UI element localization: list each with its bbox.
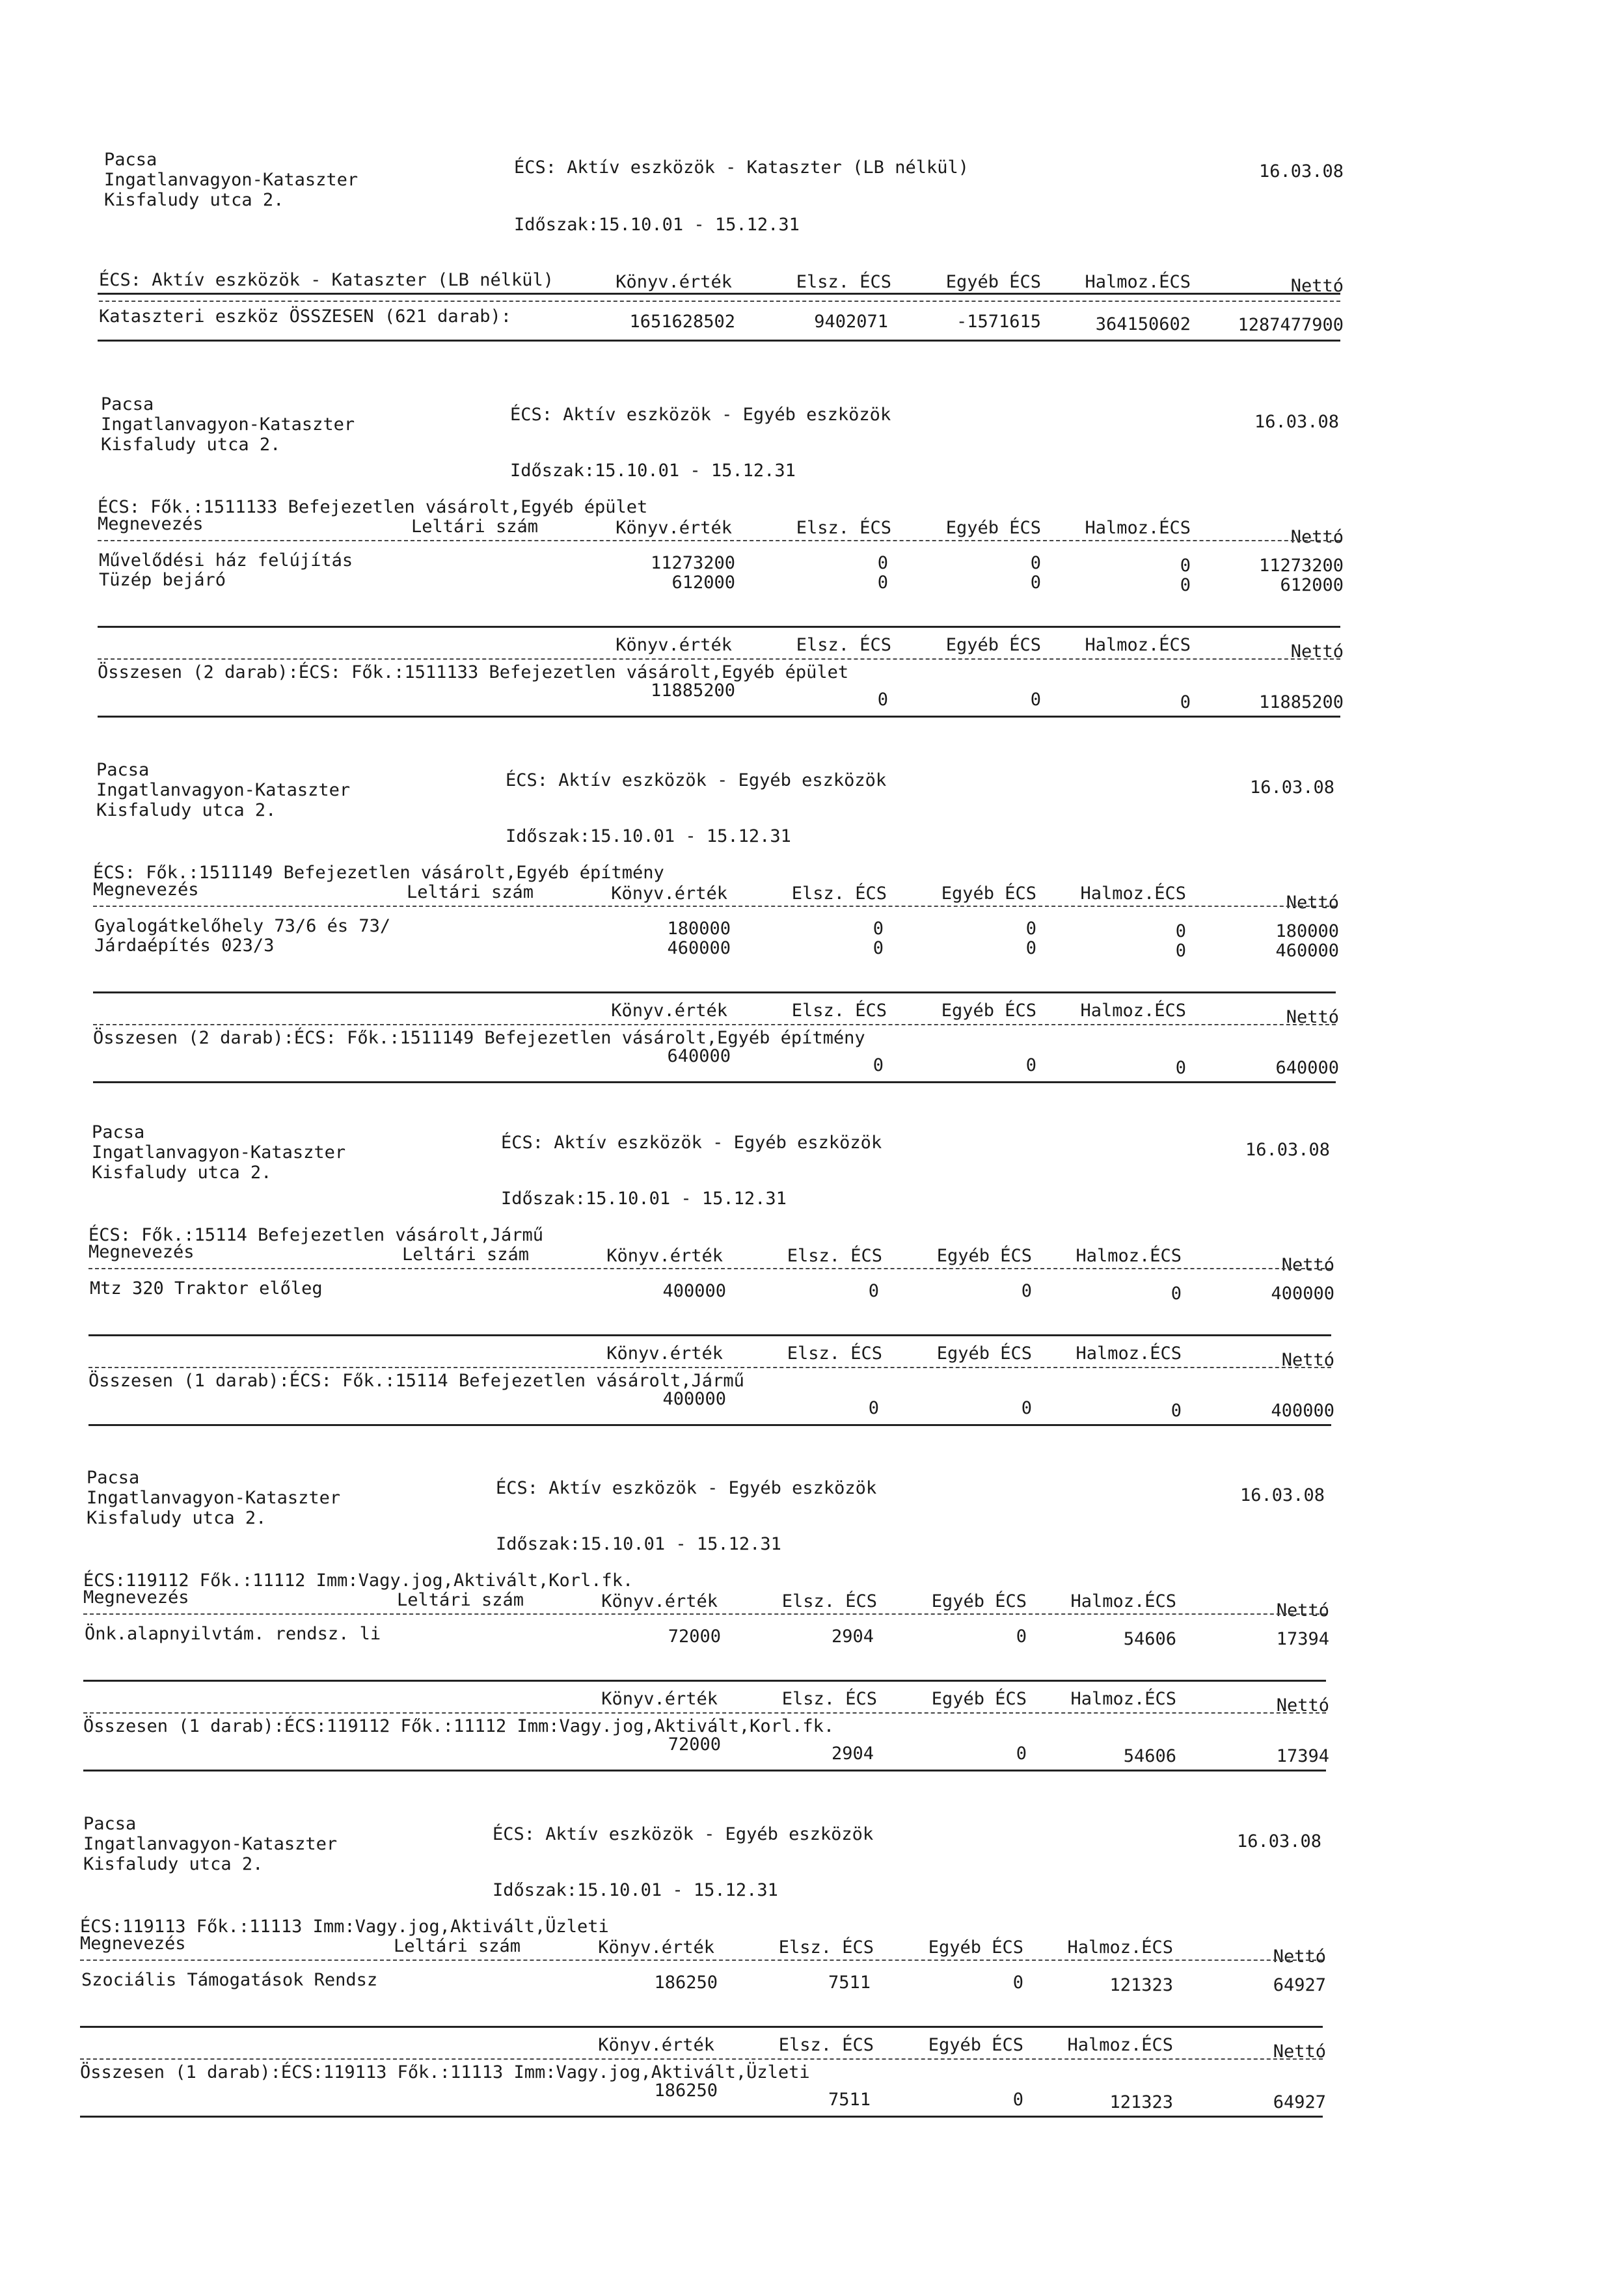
table-row-value: 180000 — [1275, 921, 1339, 941]
col-header: Elsz. ÉCS — [781, 1689, 877, 1709]
totals-dash — [83, 1712, 1326, 1714]
col-header: Elsz. ÉCS — [791, 1001, 887, 1021]
total-value: 17394 — [1276, 1746, 1329, 1766]
col-header: Nettó — [1286, 893, 1339, 913]
total-value: 0 — [1021, 1398, 1032, 1418]
org-dept: Ingatlanvagyon-Kataszter — [101, 414, 355, 435]
col-header: Halmoz.ÉCS — [1070, 1591, 1176, 1611]
summary-value-halmoz: 364150602 — [1095, 314, 1191, 334]
col-header-inventory: Leltári szám — [402, 1245, 530, 1265]
summary-bottom-rule — [98, 340, 1340, 342]
total-value: 121323 — [1109, 2092, 1173, 2112]
table-row-value: 0 — [1180, 556, 1191, 576]
col-header-name: Megnevezés — [80, 1933, 186, 1954]
section-bottom-rule — [80, 2116, 1323, 2118]
table-row-name: Járdaépítés 023/3 — [94, 936, 275, 956]
header-dash — [83, 1613, 1326, 1615]
org-address: Kisfaludy utca 2. — [87, 1508, 267, 1528]
total-value: 0 — [1171, 1401, 1182, 1421]
header-dash — [98, 540, 1340, 541]
group-title: ÉCS:119112 Fők.:11112 Imm:Vagy.jog,Aktivált,Korl.fk. — [83, 1570, 634, 1591]
table-row-value: 11273200 — [650, 553, 735, 573]
table-row-value: 460000 — [667, 938, 731, 958]
col-header: Halmoz.ÉCS — [1080, 883, 1186, 904]
table-row-value: 0 — [873, 919, 884, 939]
col-header-egyeb: Egyéb ÉCS — [945, 272, 1041, 292]
section-bottom-rule — [98, 716, 1340, 718]
table-row-value: 0 — [1025, 919, 1036, 939]
total-value: 640000 — [1275, 1058, 1339, 1078]
col-header: Elsz. ÉCS — [778, 1937, 874, 1958]
col-header: Halmoz.ÉCS — [1080, 1001, 1186, 1021]
total-value: 0 — [868, 1398, 879, 1418]
col-header-name: Megnevezés — [98, 514, 204, 534]
col-header-inventory: Leltári szám — [397, 1590, 524, 1610]
org-dept: Ingatlanvagyon-Kataszter — [92, 1142, 346, 1163]
col-header: Egyéb ÉCS — [931, 1591, 1027, 1611]
table-row-value: 72000 — [668, 1626, 721, 1647]
table-row-value: 0 — [1175, 921, 1186, 941]
table-row-value: 0 — [1175, 941, 1186, 961]
col-header-name: Megnevezés — [93, 880, 199, 900]
report-period: Időszak:15.10.01 - 15.12.31 — [496, 1534, 781, 1554]
total-value: 7511 — [828, 2090, 871, 2110]
col-header: Halmoz.ÉCS — [1076, 1246, 1182, 1266]
table-row-value: 11273200 — [1258, 556, 1344, 576]
col-header: Nettó — [1290, 527, 1344, 547]
col-header: Egyéb ÉCS — [936, 1343, 1032, 1364]
total-label: Összesen (1 darab):ÉCS: Fők.:15114 Befejezetlen vásárolt,Jármű — [88, 1371, 744, 1391]
report-period: Időszak:15.10.01 - 15.12.31 — [510, 461, 796, 481]
total-value: 0 — [1025, 1055, 1036, 1075]
report-period: Időszak:15.10.01 - 15.12.31 — [493, 1880, 778, 1900]
org-name: Pacsa — [83, 1814, 137, 1834]
summary-value-egyeb: -1571615 — [956, 312, 1041, 332]
org-dept: Ingatlanvagyon-Kataszter — [104, 170, 359, 190]
table-row-value: 612000 — [1280, 575, 1344, 595]
col-header-halmoz: Halmoz.ÉCS — [1085, 272, 1191, 292]
totals-dash — [98, 658, 1340, 660]
col-header-name: Megnevezés — [88, 1242, 195, 1262]
table-row-value: 64927 — [1273, 1975, 1326, 1995]
org-dept: Ingatlanvagyon-Kataszter — [83, 1834, 338, 1854]
report-title: ÉCS: Aktív eszközök - Kataszter (LB nélkül) — [514, 157, 969, 178]
col-header: Egyéb ÉCS — [941, 883, 1036, 904]
report-date: 16.03.08 — [1250, 777, 1335, 798]
total-value: 72000 — [668, 1734, 721, 1755]
group-title: ÉCS: Fők.:15114 Befejezetlen vásárolt,Jármű — [88, 1225, 543, 1245]
report-date: 16.03.08 — [1254, 412, 1340, 432]
col-header-inventory: Leltári szám — [411, 517, 539, 537]
table-row-name: Művelődési ház felújítás — [99, 550, 353, 571]
total-value: 11885200 — [650, 680, 735, 701]
table-row-value: 0 — [1171, 1284, 1182, 1304]
col-header: Nettó — [1276, 1600, 1329, 1621]
org-name: Pacsa — [92, 1122, 145, 1142]
col-header: Könyv.érték — [606, 1246, 723, 1266]
col-header: Halmoz.ÉCS — [1085, 635, 1191, 655]
table-row-value: 460000 — [1275, 941, 1339, 961]
col-header: Egyéb ÉCS — [945, 518, 1041, 538]
col-header: Elsz. ÉCS — [787, 1246, 882, 1266]
report-date: 16.03.08 — [1240, 1485, 1325, 1505]
col-header: Elsz. ÉCS — [796, 518, 891, 538]
col-header-inventory: Leltári szám — [394, 1936, 521, 1956]
table-row-value: 54606 — [1123, 1629, 1176, 1649]
report-period: Időszak:15.10.01 - 15.12.31 — [506, 826, 791, 846]
total-value: 0 — [1030, 690, 1041, 710]
total-value: 0 — [1180, 692, 1191, 712]
col-header: Nettó — [1276, 1695, 1329, 1716]
table-row-value: 0 — [868, 1281, 879, 1301]
table-row-value: 400000 — [1271, 1284, 1334, 1304]
total-value: 0 — [1012, 2090, 1023, 2110]
col-header: Könyv.érték — [598, 2035, 714, 2055]
col-header: Elsz. ÉCS — [778, 2035, 874, 2055]
table-row-value: 0 — [873, 938, 884, 958]
total-value: 11885200 — [1258, 692, 1344, 712]
table-row-value: 7511 — [828, 1973, 871, 1993]
col-header: Nettó — [1290, 641, 1344, 662]
report-period: Időszak:15.10.01 - 15.12.31 — [501, 1189, 787, 1209]
col-header: Egyéb ÉCS — [928, 1937, 1023, 1958]
col-header: Elsz. ÉCS — [796, 635, 891, 655]
col-header-konyv: Könyv.érték — [616, 272, 732, 292]
summary-row-label: Kataszteri eszköz ÖSSZESEN (621 darab): — [99, 306, 511, 327]
col-header: Egyéb ÉCS — [931, 1689, 1027, 1709]
rule — [98, 626, 1340, 628]
col-header: Könyv.érték — [606, 1343, 723, 1364]
section-bottom-rule — [93, 1081, 1336, 1083]
col-header: Nettó — [1273, 2041, 1326, 2062]
totals-dash — [93, 1024, 1336, 1025]
report-title: ÉCS: Aktív eszközök - Egyéb eszközök — [496, 1478, 877, 1498]
col-header: Elsz. ÉCS — [781, 1591, 877, 1611]
summary-value-konyv: 1651628502 — [629, 312, 735, 332]
header-dash — [80, 1960, 1323, 1961]
table-row-name: Tüzép bejáró — [99, 570, 226, 590]
table-row-value: 0 — [877, 572, 888, 593]
summary-rule — [98, 293, 1340, 295]
col-header-elsz: Elsz. ÉCS — [796, 272, 891, 292]
table-row-value: 0 — [877, 553, 888, 573]
header-dash — [88, 1268, 1331, 1269]
table-row-value: 0 — [1021, 1281, 1032, 1301]
col-header: Nettó — [1281, 1255, 1334, 1275]
total-label: Összesen (1 darab):ÉCS:119113 Fők.:11113 Imm:Vagy.jog,Aktivált,Üzleti — [80, 2062, 810, 2082]
table-row-value: 121323 — [1109, 1975, 1173, 1995]
org-name: Pacsa — [87, 1468, 140, 1488]
table-row-value: 186250 — [654, 1973, 718, 1993]
col-header: Egyéb ÉCS — [928, 2035, 1023, 2055]
total-label: Összesen (2 darab):ÉCS: Fők.:1511133 Befejezetlen vásárolt,Egyéb épület — [98, 662, 849, 682]
totals-dash — [88, 1367, 1331, 1368]
table-row-value: 0 — [1012, 1973, 1023, 1993]
col-header: Könyv.érték — [601, 1689, 718, 1709]
col-header: Könyv.érték — [616, 518, 732, 538]
total-label: Összesen (2 darab):ÉCS: Fők.:1511149 Befejezetlen vásárolt,Egyéb építmény — [93, 1028, 865, 1048]
org-address: Kisfaludy utca 2. — [83, 1854, 264, 1874]
col-header: Egyéb ÉCS — [936, 1246, 1032, 1266]
col-header: Könyv.érték — [616, 635, 732, 655]
table-row-name: Önk.alapnyilvtám. rendsz. li — [85, 1624, 381, 1644]
col-header: Halmoz.ÉCS — [1067, 2035, 1173, 2055]
summary-table-title: ÉCS: Aktív eszközök - Kataszter (LB nélkül) — [99, 270, 554, 290]
org-dept: Ingatlanvagyon-Kataszter — [87, 1488, 341, 1508]
rule — [93, 991, 1336, 993]
table-row-value: 2904 — [831, 1626, 874, 1647]
table-row-value: 0 — [1030, 553, 1041, 573]
col-header: Könyv.érték — [598, 1937, 714, 1958]
table-row-value: 612000 — [671, 572, 735, 593]
col-header: Halmoz.ÉCS — [1085, 518, 1191, 538]
rule — [80, 2026, 1323, 2028]
rule — [88, 1334, 1331, 1336]
table-row-value: 17394 — [1276, 1629, 1329, 1649]
col-header: Könyv.érték — [611, 1001, 727, 1021]
report-title: ÉCS: Aktív eszközök - Egyéb eszközök — [510, 405, 891, 425]
report-date: 16.03.08 — [1259, 161, 1344, 182]
table-row-value: 180000 — [667, 919, 731, 939]
col-header: Elsz. ÉCS — [791, 883, 887, 904]
col-header: Elsz. ÉCS — [787, 1343, 882, 1364]
org-address: Kisfaludy utca 2. — [101, 435, 281, 455]
section-bottom-rule — [88, 1424, 1331, 1426]
group-title: ÉCS: Fők.:1511133 Befejezetlen vásárolt,Egyéb épület — [98, 497, 648, 517]
total-value: 0 — [1175, 1058, 1186, 1078]
report-period: Időszak:15.10.01 - 15.12.31 — [514, 215, 800, 235]
total-value: 54606 — [1123, 1746, 1176, 1766]
report-title: ÉCS: Aktív eszközök - Egyéb eszközök — [493, 1824, 874, 1844]
table-row-name: Gyalogátkelőhely 73/6 és 73/ — [94, 916, 391, 936]
org-name: Pacsa — [101, 394, 154, 414]
group-title: ÉCS: Fők.:1511149 Befejezetlen vásárolt,Egyéb építmény — [93, 863, 664, 883]
group-title: ÉCS:119113 Fők.:11113 Imm:Vagy.jog,Aktivált,Üzleti — [80, 1917, 609, 1937]
col-header-inventory: Leltári szám — [407, 882, 534, 902]
col-header: Nettó — [1273, 1946, 1326, 1967]
col-header-netto: Nettó — [1290, 276, 1344, 296]
org-name: Pacsa — [104, 150, 157, 170]
col-header: Nettó — [1281, 1350, 1334, 1370]
summary-value-netto: 1287477900 — [1238, 315, 1344, 335]
col-header-name: Megnevezés — [83, 1587, 189, 1608]
total-label: Összesen (1 darab):ÉCS:119112 Fők.:11112 Imm:Vagy.jog,Aktivált,Korl.fk. — [83, 1716, 835, 1736]
table-row-value: 0 — [1016, 1626, 1027, 1647]
header-dash — [93, 906, 1336, 907]
table-row-value: 0 — [1030, 572, 1041, 593]
summary-dash — [99, 301, 1340, 302]
org-address: Kisfaludy utca 2. — [92, 1163, 272, 1183]
report-date: 16.03.08 — [1237, 1831, 1322, 1852]
org-address: Kisfaludy utca 2. — [96, 800, 277, 820]
total-value: 640000 — [667, 1046, 731, 1066]
org-address: Kisfaludy utca 2. — [104, 190, 284, 210]
report-title: ÉCS: Aktív eszközök - Egyéb eszközök — [506, 770, 887, 790]
report-date: 16.03.08 — [1245, 1140, 1331, 1160]
rule — [83, 1680, 1326, 1682]
total-value: 0 — [1016, 1744, 1027, 1764]
total-value: 0 — [873, 1055, 884, 1075]
summary-value-elsz: 9402071 — [814, 312, 888, 332]
totals-dash — [80, 2058, 1323, 2060]
col-header: Nettó — [1286, 1007, 1339, 1027]
col-header: Halmoz.ÉCS — [1070, 1689, 1176, 1709]
col-header: Könyv.érték — [611, 883, 727, 904]
col-header: Egyéb ÉCS — [945, 635, 1041, 655]
col-header: Egyéb ÉCS — [941, 1001, 1036, 1021]
total-value: 0 — [877, 690, 888, 710]
section-bottom-rule — [83, 1770, 1326, 1771]
org-dept: Ingatlanvagyon-Kataszter — [96, 780, 351, 800]
total-value: 2904 — [831, 1744, 874, 1764]
table-row-name: Mtz 320 Traktor előleg — [90, 1278, 323, 1299]
total-value: 64927 — [1273, 2092, 1326, 2112]
total-value: 400000 — [662, 1389, 726, 1409]
total-value: 400000 — [1271, 1401, 1334, 1421]
report-title: ÉCS: Aktív eszközök - Egyéb eszközök — [501, 1133, 882, 1153]
col-header: Halmoz.ÉCS — [1076, 1343, 1182, 1364]
table-row-name: Szociális Támogatások Rendsz — [81, 1970, 378, 1990]
table-row-value: 0 — [1025, 938, 1036, 958]
col-header: Halmoz.ÉCS — [1067, 1937, 1173, 1958]
total-value: 186250 — [654, 2081, 718, 2101]
col-header: Könyv.érték — [601, 1591, 718, 1611]
org-name: Pacsa — [96, 760, 150, 780]
table-row-value: 0 — [1180, 575, 1191, 595]
table-row-value: 400000 — [662, 1281, 726, 1301]
